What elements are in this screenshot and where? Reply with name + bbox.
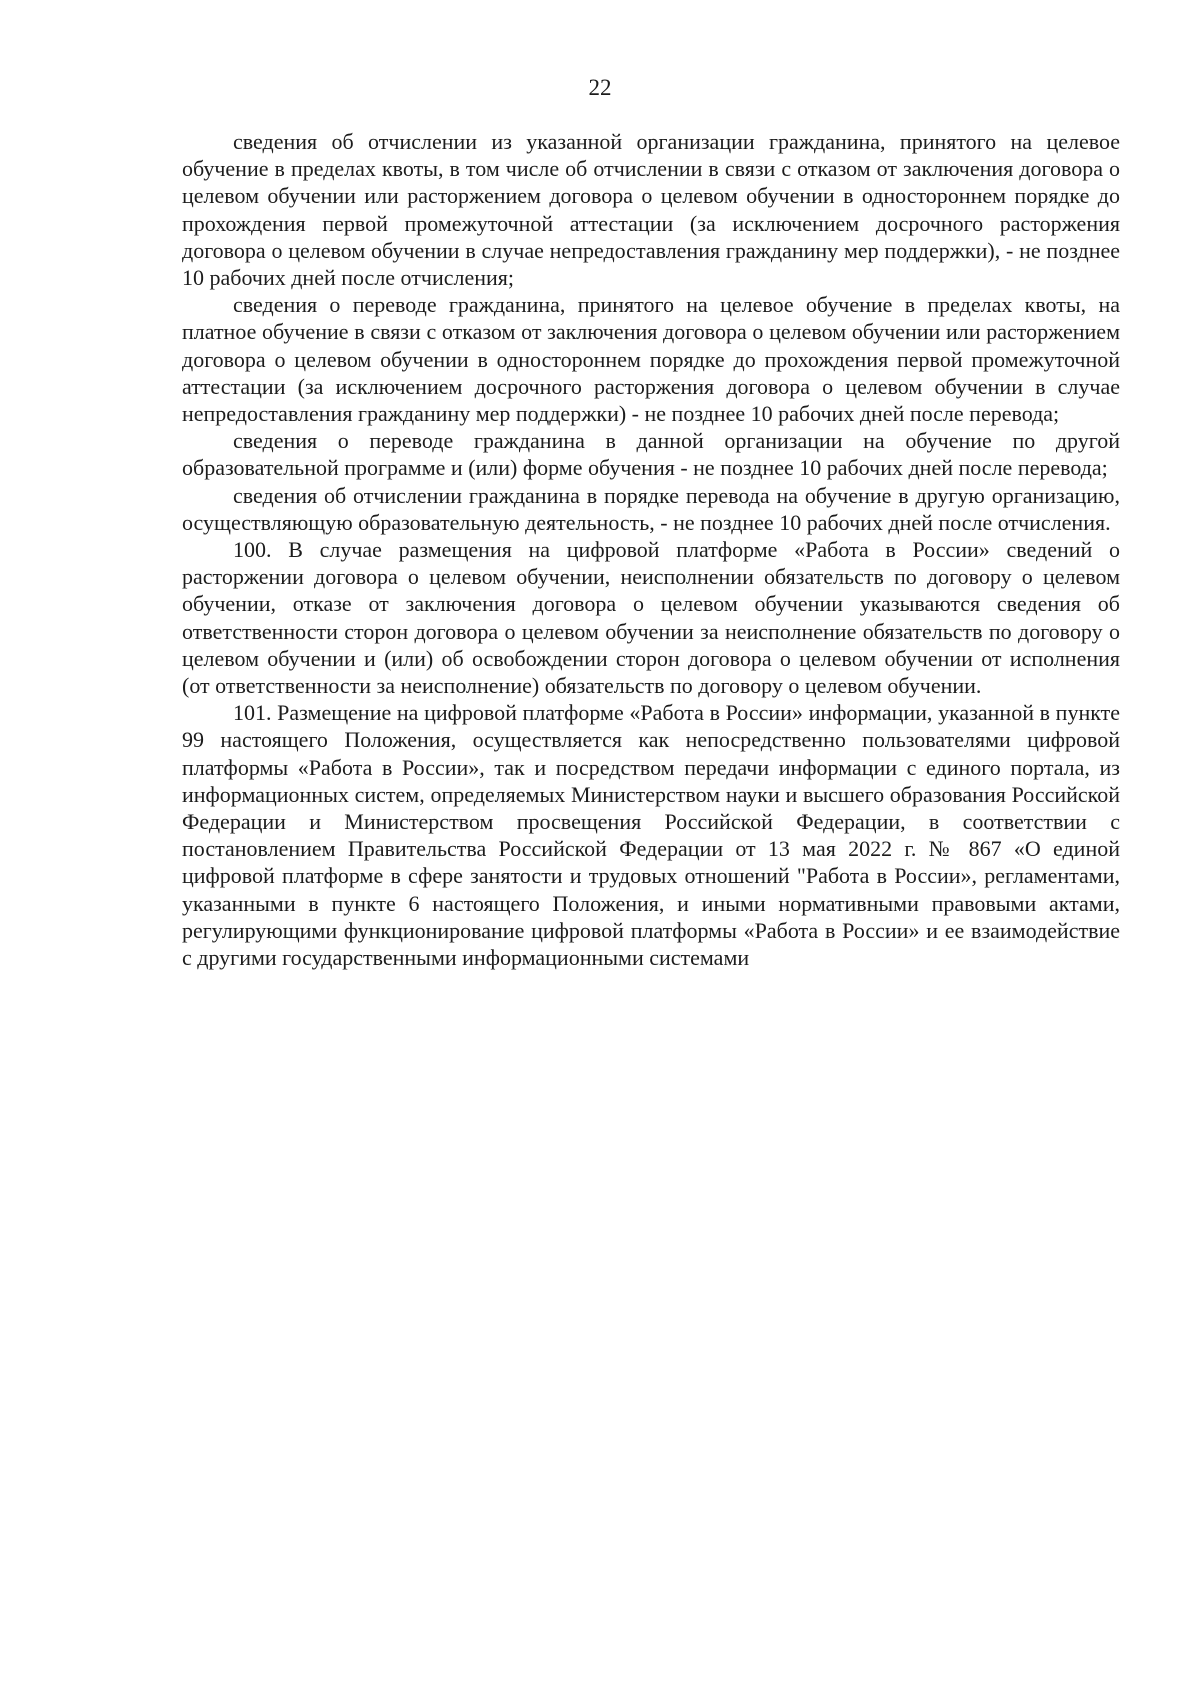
document-body [182, 128, 1120, 971]
paragraph-transfer-program-info: сведения о переводе гражданина в данной организации на обучение по другой образовательной программе и (или) форме обучения - не позднее 10 рабочих дней после перевода; [182, 428, 1120, 481]
page-number: 22 [588, 75, 612, 100]
paragraph-clause-101: 101. Размещение на цифровой платформе «Работа в России» информации, указанной в пункте 99 настоящего Положения, осуществляется как непосредственно пользователями цифровой платформы «Работа в России», так и посредством передачи информации с единого портала, из информационных систем, определяемых Министерством науки и высшего образования Российской Федерации и Министерством просвещения Российской Федерации, в соответствии с постановлением Правительства Российской Федерации от 13 мая 2022 г. № 867 «О единой цифровой платформе в сфере занятости и трудовых отношений "Работа в России», регламентами, указанными в пункте 6 настоящего Положения, и иными нормативными правовыми актами, регулирующими функционирование цифровой платформы «Работа в России» и ее взаимодействие с другими государственными информационными системами [182, 700, 1120, 971]
paragraph-transfer-organization-info: сведения об отчислении гражданина в порядке перевода на обучение в другую организацию, осуществляющую образовательную деятельность, - не позднее 10 рабочих дней после отчисления. [182, 482, 1120, 535]
paragraph-clause-100: 100. В случае размещения на цифровой платформе «Работа в России» сведений о расторжении договора о целевом обучении, неисполнении обязательств по договору о целевом обучении, отказе от заключения договора о целевом обучении указываются сведения об ответственности сторон договора о целевом обучении за неисполнение обязательств по договору о целевом обучении и (или) об освобождении сторон договора о целевом обучении от исполнения (от ответственности за неисполнение) обязательств по договору о целевом обучении. [182, 537, 1120, 699]
paragraph-expulsion-info: сведения об отчислении из указанной организации гражданина, принятого на целевое обучение в пределах квоты, в том числе об отчислении в связи с отказом от заключения договора о целевом обучении или расторжением договора о целевом обучении в одностороннем порядке до прохождения первой промежуточной аттестации (за исключением досрочного расторжения договора о целевом обучении в случае непредоставления гражданину мер поддержки), - не позднее 10 рабочих дней после отчисления; [182, 129, 1120, 291]
paragraph-transfer-paid-info: сведения о переводе гражданина, принятого на целевое обучение в пределах квоты, на платное обучение в связи с отказом от заключения договора о целевом обучении или расторжением договора о целевом обучении в одностороннем порядке до прохождения первой промежуточной аттестации (за исключением досрочного расторжения договора о целевом обучении в случае непредоставления гражданину мер поддержки) - не позднее 10 рабочих дней после перевода; [182, 292, 1120, 427]
